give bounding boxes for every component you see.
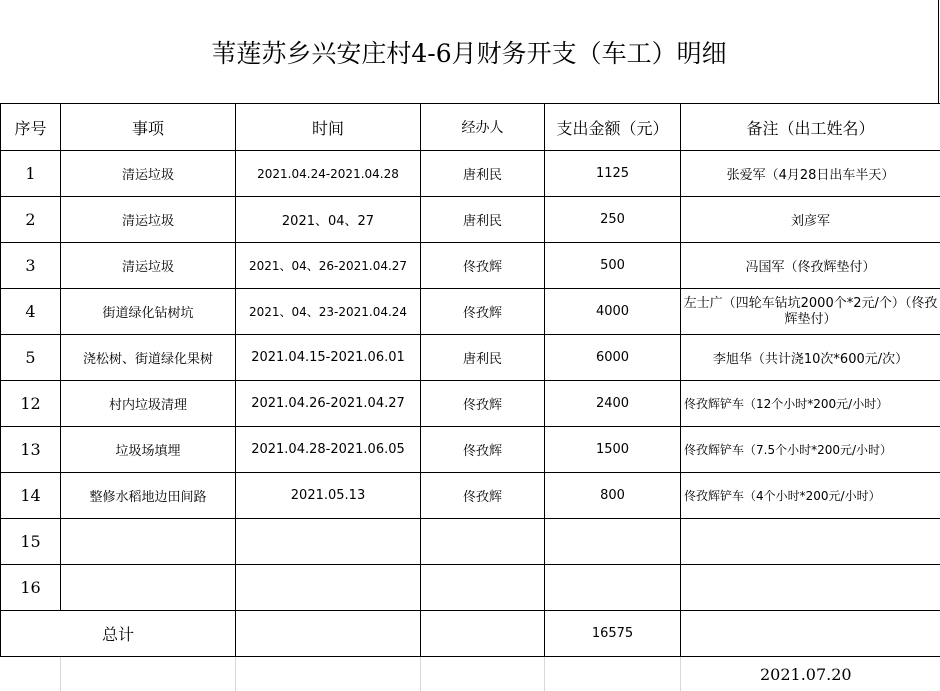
header-note[interactable]: 备注（出工姓名） (681, 104, 940, 151)
table-row (1, 243, 940, 289)
cell-note[interactable]: 佟孜辉铲车（12个小时*200元/小时） (681, 381, 940, 427)
cell-seq[interactable]: 3 (1, 243, 61, 289)
cell-seq[interactable]: 4 (1, 289, 61, 335)
header-amount[interactable]: 支出金额（元） (545, 104, 681, 151)
cell-note[interactable]: 刘彦军 (681, 197, 940, 243)
gridline (235, 657, 236, 691)
cell-amount[interactable]: 500 (545, 243, 681, 289)
cell-item[interactable]: 街道绿化钻树坑 (61, 289, 236, 335)
gridline (544, 657, 545, 691)
total-time-cell[interactable] (236, 611, 421, 657)
header-seq[interactable]: 序号 (1, 104, 61, 151)
cell-time[interactable]: 2021.04.28-2021.06.05 (236, 427, 421, 473)
cell-time[interactable]: 2021、04、26-2021.04.27 (236, 243, 421, 289)
cell-handler[interactable]: 佟孜辉 (421, 289, 545, 335)
page-title: 苇莲苏乡兴安庄村4-6月财务开支（车工）明细 (0, 0, 939, 103)
cell-note[interactable]: 左士广（四轮车钻坑2000个*2元/个）（佟孜辉垫付） (681, 289, 940, 335)
table-row (1, 289, 940, 335)
cell-handler[interactable]: 佟孜辉 (421, 243, 545, 289)
cell-handler[interactable]: 佟孜辉 (421, 473, 545, 519)
cell-time[interactable] (236, 565, 421, 611)
cell-seq[interactable]: 1 (1, 151, 61, 197)
cell-note[interactable]: 张爱军（4月28日出车半天） (681, 151, 940, 197)
cell-item[interactable]: 浇松树、街道绿化果树 (61, 335, 236, 381)
cell-amount[interactable] (545, 565, 681, 611)
total-row (1, 611, 940, 657)
cell-amount[interactable]: 800 (545, 473, 681, 519)
cell-time[interactable] (236, 519, 421, 565)
cell-note[interactable]: 李旭华（共计浇10次*600元/次） (681, 335, 940, 381)
cell-amount[interactable] (545, 519, 681, 565)
footer-date[interactable]: 2021.07.20 (760, 665, 852, 684)
cell-seq[interactable]: 15 (1, 519, 61, 565)
expense-table (0, 103, 940, 657)
cell-amount[interactable]: 1125 (545, 151, 681, 197)
cell-time[interactable]: 2021、04、27 (236, 197, 421, 243)
cell-note[interactable]: 冯国军（佟孜辉垫付） (681, 243, 940, 289)
table-row (1, 381, 940, 427)
header-time[interactable]: 时间 (236, 104, 421, 151)
cell-item[interactable]: 清运垃圾 (61, 243, 236, 289)
cell-handler[interactable]: 佟孜辉 (421, 427, 545, 473)
cell-time[interactable]: 2021.04.15-2021.06.01 (236, 335, 421, 381)
total-handler-cell[interactable] (421, 611, 545, 657)
total-note-cell[interactable] (681, 611, 940, 657)
cell-item[interactable] (61, 519, 236, 565)
cell-time[interactable]: 2021.04.26-2021.04.27 (236, 381, 421, 427)
cell-item[interactable]: 清运垃圾 (61, 151, 236, 197)
header-handler[interactable]: 经办人 (421, 104, 545, 151)
header-item[interactable]: 事项 (61, 104, 236, 151)
cell-seq[interactable]: 2 (1, 197, 61, 243)
cell-amount[interactable]: 1500 (545, 427, 681, 473)
cell-item[interactable]: 整修水稻地边田间路 (61, 473, 236, 519)
cell-note[interactable] (681, 565, 940, 611)
cell-seq[interactable]: 16 (1, 565, 61, 611)
total-amount[interactable]: 16575 (545, 611, 681, 657)
cell-seq[interactable]: 14 (1, 473, 61, 519)
cell-item[interactable]: 村内垃圾清理 (61, 381, 236, 427)
cell-handler[interactable]: 唐利民 (421, 151, 545, 197)
total-label[interactable]: 总计 (1, 611, 236, 657)
table-row (1, 151, 940, 197)
cell-note[interactable] (681, 519, 940, 565)
cell-amount[interactable]: 2400 (545, 381, 681, 427)
cell-amount[interactable]: 4000 (545, 289, 681, 335)
cell-amount[interactable]: 250 (545, 197, 681, 243)
cell-time[interactable]: 2021、04、23-2021.04.24 (236, 289, 421, 335)
cell-handler[interactable] (421, 519, 545, 565)
table-row (1, 197, 940, 243)
cell-item[interactable]: 垃圾场填埋 (61, 427, 236, 473)
table-row (1, 565, 940, 611)
cell-amount[interactable]: 6000 (545, 335, 681, 381)
gridline (420, 657, 421, 691)
cell-seq[interactable]: 13 (1, 427, 61, 473)
table-row (1, 427, 940, 473)
footer-row (0, 657, 940, 691)
cell-seq[interactable]: 12 (1, 381, 61, 427)
header-row (1, 104, 940, 151)
cell-item[interactable] (61, 565, 236, 611)
cell-time[interactable]: 2021.05.13 (236, 473, 421, 519)
cell-note[interactable]: 佟孜辉铲车（4个小时*200元/小时） (681, 473, 940, 519)
table-row (1, 335, 940, 381)
table-row (1, 519, 940, 565)
table-row (1, 473, 940, 519)
cell-handler[interactable]: 佟孜辉 (421, 381, 545, 427)
cell-seq[interactable]: 5 (1, 335, 61, 381)
cell-time[interactable]: 2021.04.24-2021.04.28 (236, 151, 421, 197)
gridline (60, 657, 61, 691)
cell-item[interactable]: 清运垃圾 (61, 197, 236, 243)
cell-handler[interactable]: 唐利民 (421, 335, 545, 381)
cell-handler[interactable] (421, 565, 545, 611)
gridline (680, 657, 681, 691)
cell-handler[interactable]: 唐利民 (421, 197, 545, 243)
cell-note[interactable]: 佟孜辉铲车（7.5个小时*200元/小时） (681, 427, 940, 473)
